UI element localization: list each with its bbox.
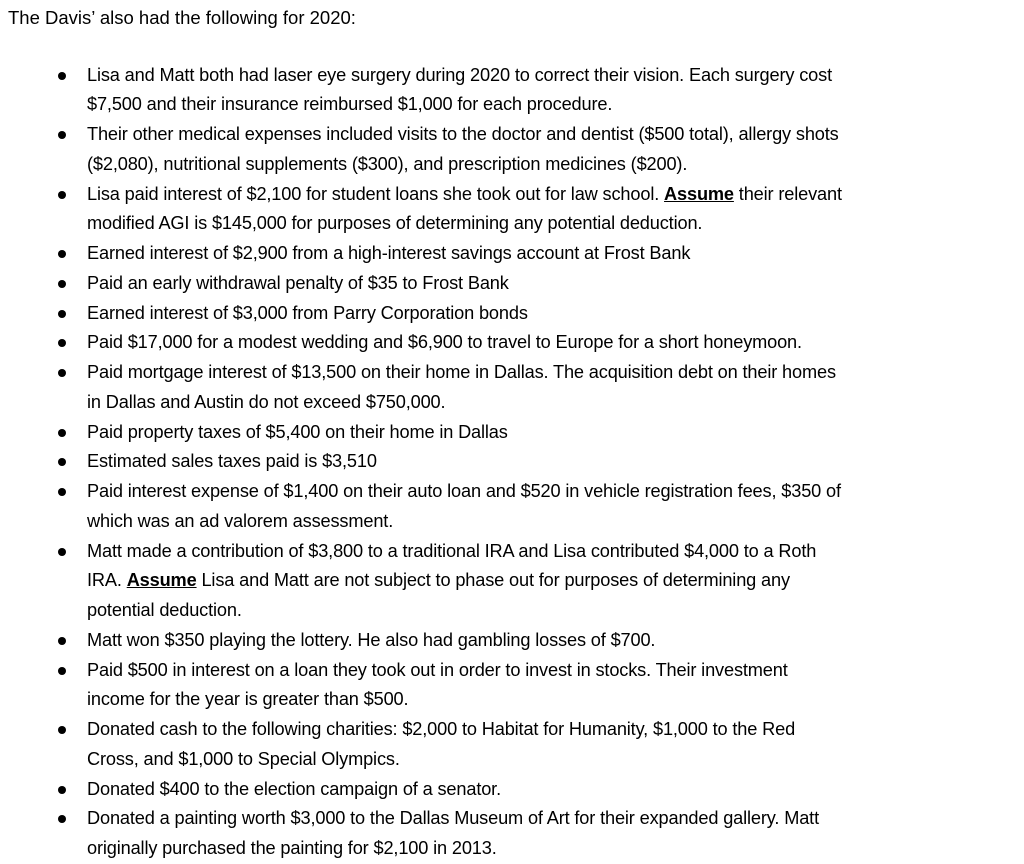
list-item-line (87, 566, 1024, 596)
list-item-line (87, 804, 1024, 834)
list-item-line (87, 90, 1024, 120)
line-text: ($2,080), nutritional supplements ($300), and prescription medicines ($200). (87, 153, 688, 174)
bullet-icon (58, 131, 66, 139)
line-text: modified AGI is $145,000 for purposes of determining any potential deduction. (87, 213, 703, 234)
list-item (0, 447, 1024, 477)
line-text: Paid property taxes of $5,400 on their home in Dallas (87, 421, 508, 442)
bullet-icon (58, 548, 66, 556)
bullet-icon (58, 637, 66, 645)
bullet-icon (58, 369, 66, 377)
list-item (0, 477, 1024, 537)
emphasis-text: Assume (664, 183, 734, 204)
list-item (0, 715, 1024, 775)
line-text: Paid $500 in interest on a loan they took out in order to invest in stocks. Their investment (87, 659, 788, 680)
list-item-line (87, 477, 1024, 507)
line-text: their relevant (733, 183, 842, 204)
list-item-line (87, 715, 1024, 745)
list-item (0, 656, 1024, 716)
list-item-line (87, 150, 1024, 180)
line-text: Matt made a contribution of $3,800 to a traditional IRA and Lisa contributed $4,000 to a Roth (87, 540, 817, 561)
bullet-icon (58, 339, 66, 347)
list-item (0, 239, 1024, 269)
list-item-line (87, 328, 1024, 358)
bullet-icon (58, 250, 66, 258)
emphasis-text: Assume (126, 570, 197, 591)
line-text: Paid $17,000 for a modest wedding and $6,900 to travel to Europe for a short honeymoon. (87, 332, 802, 353)
list-item (0, 61, 1024, 121)
list-item-line (87, 299, 1024, 329)
bullet-icon (58, 280, 66, 288)
list-item-line (87, 388, 1024, 418)
list-item (0, 804, 1024, 864)
line-text: Matt won $350 playing the lottery. He also had gambling losses of $700. (87, 629, 656, 650)
list-item-line (87, 61, 1024, 91)
line-text: Donated $400 to the election campaign of a senator. (87, 778, 501, 799)
list-item (0, 328, 1024, 358)
list-item-line (87, 209, 1024, 239)
line-text: Lisa paid interest of $2,100 for student loans she took out for law school. (87, 183, 665, 204)
list-item-line (87, 358, 1024, 388)
list-item-line (87, 269, 1024, 299)
bullet-icon (58, 458, 66, 466)
list-item-line (87, 834, 1024, 864)
list-item-line (87, 596, 1024, 626)
list-item-line (87, 239, 1024, 269)
list-item-line (87, 507, 1024, 537)
bullet-icon (58, 191, 66, 199)
list-item (0, 269, 1024, 299)
bullet-icon (58, 667, 66, 675)
line-text: income for the year is greater than $500. (87, 689, 409, 710)
bullet-icon (58, 786, 66, 794)
line-text: Earned interest of $3,000 from Parry Corporation bonds (87, 302, 528, 323)
bullet-list (0, 61, 1024, 864)
line-text: which was an ad valorem assessment. (87, 510, 394, 531)
list-item-line (87, 685, 1024, 715)
bullet-icon (58, 815, 66, 823)
line-text: Earned interest of $2,900 from a high-interest savings account at Frost Bank (87, 243, 691, 263)
line-text: Lisa and Matt are not subject to phase out for purposes of determining any (196, 570, 790, 591)
list-item-line (87, 120, 1024, 150)
list-item (0, 537, 1024, 626)
list-item-line (87, 418, 1024, 448)
list-item-line (87, 180, 1024, 210)
line-text: Paid an early withdrawal penalty of $35 to Frost Bank (87, 272, 509, 293)
list-item (0, 180, 1024, 240)
list-item-line (87, 656, 1024, 686)
line-text: Cross, and $1,000 to Special Olympics. (87, 748, 400, 769)
bullet-icon (58, 310, 66, 318)
line-text: originally purchased the painting for $2,100 in 2013. (87, 838, 497, 858)
line-text: Estimated sales taxes paid is $3,510 (87, 451, 377, 472)
list-item-line (87, 775, 1024, 805)
bullet-icon (58, 726, 66, 734)
list-item-line (87, 447, 1024, 477)
line-text: potential deduction. (87, 600, 242, 620)
bullet-icon (58, 72, 66, 80)
line-text: $7,500 and their insurance reimbursed $1,000 for each procedure. (87, 94, 613, 115)
line-text: IRA. (87, 570, 127, 591)
line-text: in Dallas and Austin do not exceed $750,000. (87, 391, 446, 412)
line-text: Their other medical expenses included visits to the doctor and dentist ($500 total), allergy shots (87, 124, 839, 144)
list-item (0, 775, 1024, 805)
line-text: Paid mortgage interest of $13,500 on their home in Dallas. The acquisition debt on their homes (87, 362, 836, 382)
line-text: Donated a painting worth $3,000 to the Dallas Museum of Art for their expanded gallery. Matt (87, 808, 819, 829)
line-text: Lisa and Matt both had laser eye surgery during 2020 to correct their vision. Each surgery cost (87, 64, 832, 85)
list-item (0, 299, 1024, 329)
list-item (0, 626, 1024, 656)
list-item (0, 120, 1024, 180)
bullet-icon (58, 488, 66, 496)
line-text: Paid interest expense of $1,400 on their auto loan and $520 in vehicle registration fees, $350 of (87, 481, 841, 501)
list-item (0, 418, 1024, 448)
document-heading: The Davis’ also had the following for 2020: (8, 7, 356, 28)
list-item-line (87, 537, 1024, 567)
list-item-line (87, 626, 1024, 656)
list-item-line (87, 745, 1024, 775)
list-item (0, 358, 1024, 418)
line-text: Donated cash to the following charities: $2,000 to Habitat for Humanity, $1,000 to the Red (87, 719, 796, 739)
bullet-icon (58, 429, 66, 437)
